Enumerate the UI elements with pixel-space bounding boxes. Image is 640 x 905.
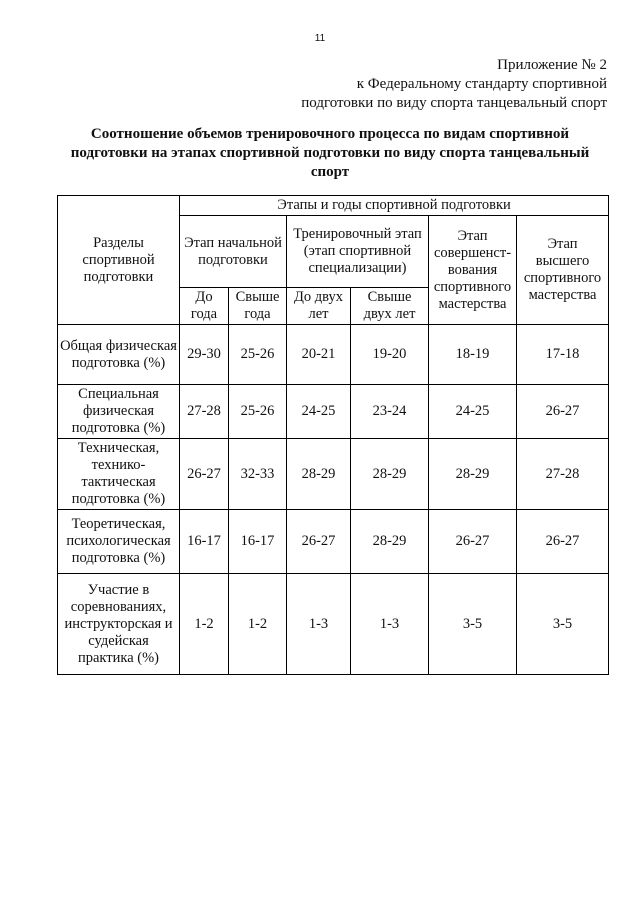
table-row — [58, 325, 609, 385]
table-cell: 28-29 — [429, 439, 517, 510]
subheader-training-over-two-years: Свыше двух лет — [351, 288, 429, 325]
stage-highest-header: Этап высшего спортивного мастерства — [517, 216, 609, 325]
table-row — [58, 439, 609, 510]
document-title: Соотношение объемов тренировочного процесса по видам спортивной подготовки на этапах спортивной подготовки по виду спорта танцевальный спорт — [70, 126, 590, 180]
table-cell: 1-3 — [351, 574, 429, 675]
table-cell: 18-19 — [429, 325, 517, 385]
stage-training-header: Тренировочный этап (этап спортивной специализации) — [287, 216, 429, 288]
appendix-line-3: подготовки по виду спорта танцевальный спорт — [301, 95, 607, 111]
table-cell: 28-29 — [351, 510, 429, 574]
row-label: Теоретическая, психологическая подготовка (%) — [58, 510, 180, 574]
table-cell: 26-27 — [429, 510, 517, 574]
table-cell: 20-21 — [287, 325, 351, 385]
row-label: Специальная физическая подготовка (%) — [58, 385, 180, 439]
sections-header: Разделы спортивной подготовки — [58, 196, 180, 325]
table-cell: 24-25 — [287, 385, 351, 439]
table-cell: 19-20 — [351, 325, 429, 385]
subheader-training-up-to-two-years: До двух лет — [287, 288, 351, 325]
appendix-header — [301, 56, 607, 113]
table-cell: 28-29 — [351, 439, 429, 510]
table-cell: 23-24 — [351, 385, 429, 439]
table-cell: 24-25 — [429, 385, 517, 439]
table-row — [58, 510, 609, 574]
stage-initial-header: Этап начальной подготовки — [180, 216, 287, 288]
row-label: Участие в соревнованиях, инструкторская и судейская практика (%) — [58, 574, 180, 675]
row-label: Общая физическая подготовка (%) — [58, 325, 180, 385]
row-label: Техническая, технико-тактическая подготовка (%) — [58, 439, 180, 510]
table-cell: 26-27 — [517, 510, 609, 574]
subheader-initial-up-to-year: До года — [180, 288, 229, 325]
table-cell: 17-18 — [517, 325, 609, 385]
table-row — [58, 385, 609, 439]
appendix-line-1: Приложение № 2 — [497, 57, 607, 73]
appendix-line-2: к Федеральному стандарту спортивной — [356, 76, 607, 92]
table-cell: 25-26 — [229, 325, 287, 385]
table-row — [58, 574, 609, 675]
table-cell: 26-27 — [517, 385, 609, 439]
training-volume-table — [57, 195, 609, 675]
table-cell: 1-2 — [229, 574, 287, 675]
stages-header: Этапы и годы спортивной подготовки — [180, 196, 609, 216]
table-cell: 1-2 — [180, 574, 229, 675]
table-cell: 3-5 — [429, 574, 517, 675]
table-cell: 27-28 — [180, 385, 229, 439]
table-cell: 16-17 — [180, 510, 229, 574]
table-cell: 26-27 — [180, 439, 229, 510]
table-cell: 26-27 — [287, 510, 351, 574]
subheader-initial-over-year: Свыше года — [229, 288, 287, 325]
table-cell: 28-29 — [287, 439, 351, 510]
table-cell: 16-17 — [229, 510, 287, 574]
table-cell: 29-30 — [180, 325, 229, 385]
page-number: 11 — [314, 33, 326, 44]
table-cell: 3-5 — [517, 574, 609, 675]
table-cell: 25-26 — [229, 385, 287, 439]
table-cell: 32-33 — [229, 439, 287, 510]
table-cell: 27-28 — [517, 439, 609, 510]
table-cell: 1-3 — [287, 574, 351, 675]
stage-improvement-header: Этап совершенст-вования спортивного мастерства — [429, 216, 517, 325]
